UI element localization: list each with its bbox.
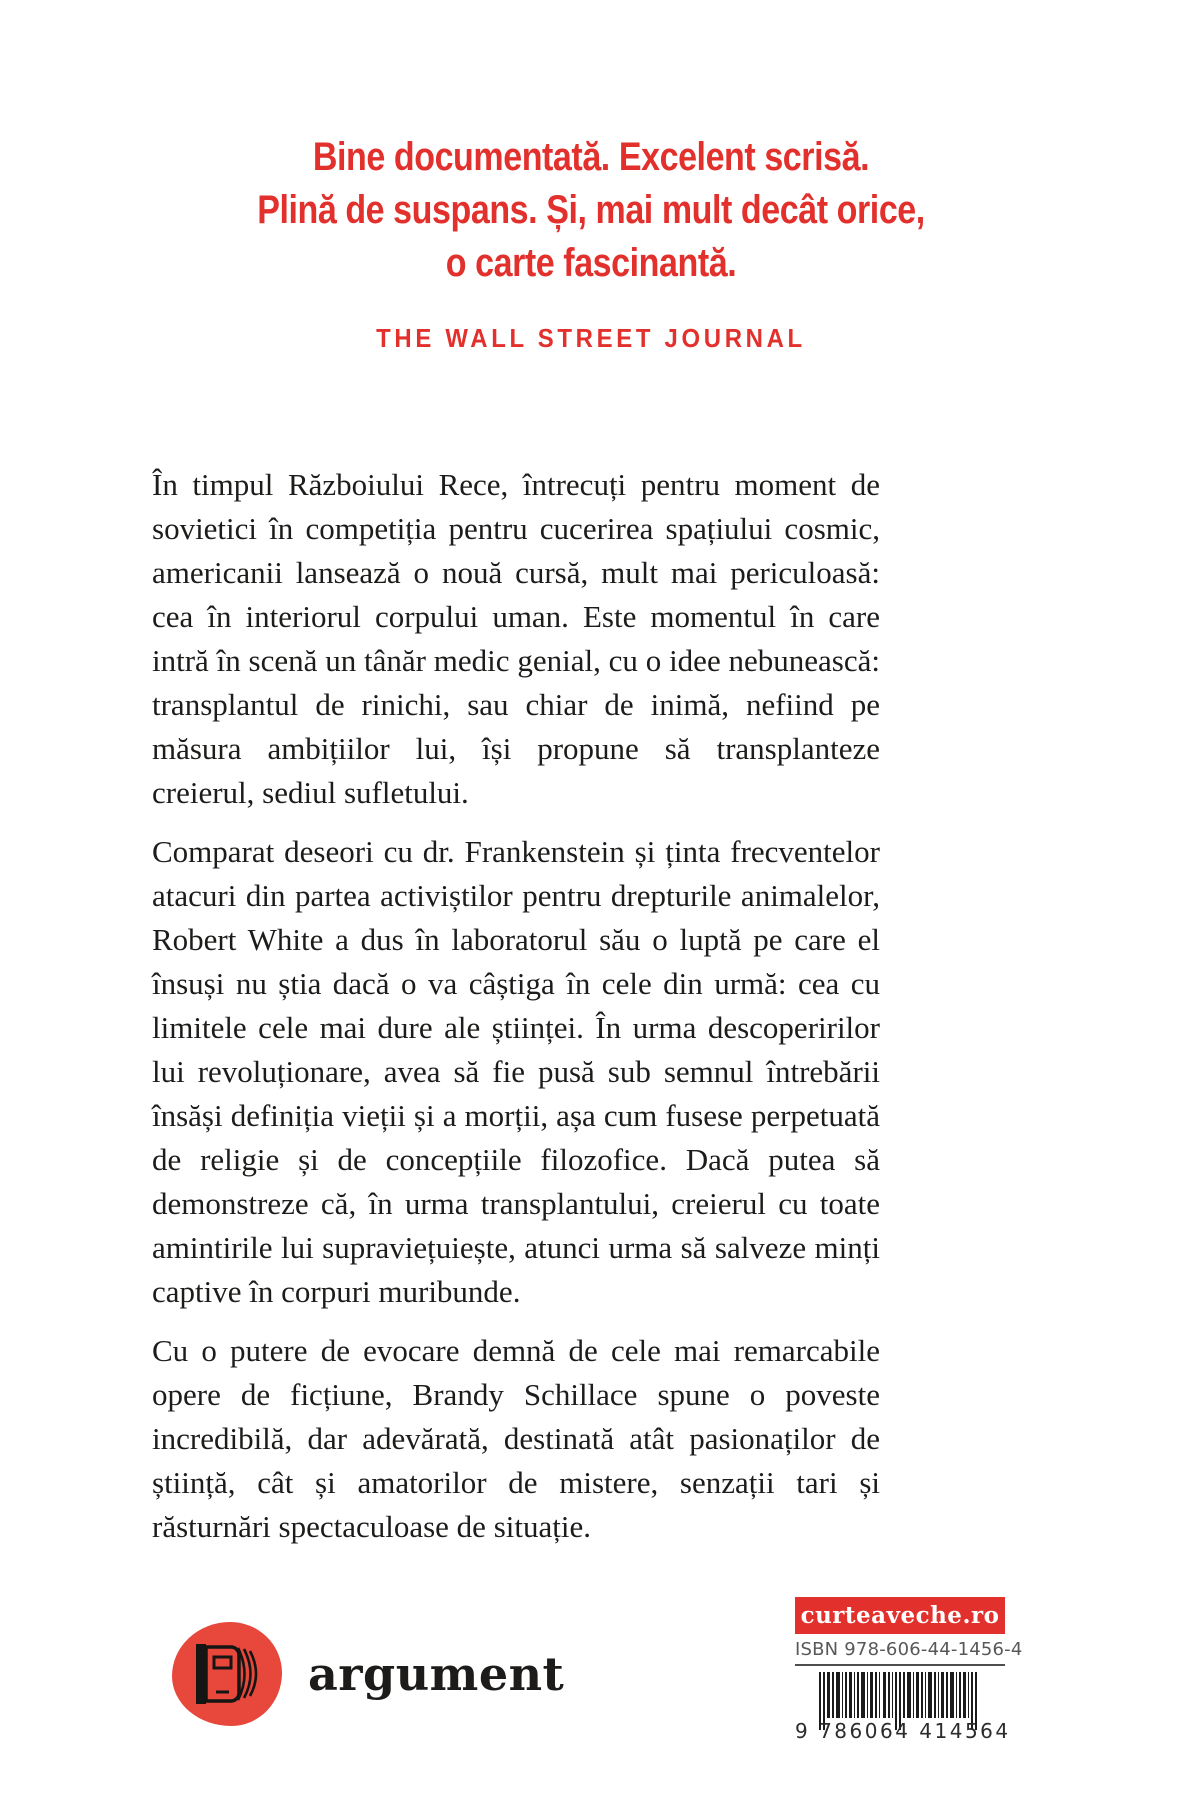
- review-quote-line: o carte fascinantă.: [445, 241, 737, 285]
- publisher-imprint-name: argument: [308, 1647, 565, 1701]
- review-quote-line: Plină de suspans. Și, mai mult decât orice,: [257, 188, 925, 232]
- divider: [795, 1664, 1005, 1666]
- publisher-logo-mark: [172, 1622, 282, 1726]
- review-quote: [89, 131, 1094, 290]
- isbn-label: ISBN 978-606-44-1456-4: [795, 1639, 1023, 1660]
- publisher-logo: [172, 1622, 564, 1726]
- back-cover-blurb: [152, 463, 880, 1564]
- blurb-paragraph: Cu o putere de evocare demnă de cele mai remarcabile opere de ficțiune, Brandy Schillace spune o poveste incredibilă, dar adevărată, destinată atât pasionaților de știință, cât și amatorilor de mistere, senzații tari și răsturnări spectaculoase de situație.: [152, 1333, 880, 1544]
- blurb-paragraph: Comparat deseori cu dr. Frankenstein și ținta frecventelor atacuri din partea activiștilor pentru drepturile animalelor, Robert White a dus în laboratorul său o luptă pe care el însuși nu știa dacă o va câștiga în cele din urmă: cea cu limitele cele mai dure ale științei. În urma descoperirilor lui revoluționare, avea să fie pusă sub semnul întrebării însăși definiția vieții și a morții, așa cum fusese perpetuată de religie și de concepțiile filozofice. Dacă putea să demonstreze că, în urma transplantului, creierul cu toate amintirile lui supraviețuiește, atunci urma să salveze minți captive în corpuri muribunde.: [152, 834, 880, 1309]
- ean-number: 9 786064 414564: [795, 1719, 1011, 1743]
- review-quote-line: Bine documentată. Excelent scrisă.: [312, 135, 870, 179]
- review-attribution: THE WALL STREET JOURNAL: [376, 323, 806, 353]
- publisher-website-banner: curteaveche.ro: [795, 1597, 1005, 1634]
- book-icon: [194, 1640, 260, 1708]
- isbn-block: [795, 1597, 1023, 1743]
- blurb-paragraph: În timpul Războiului Rece, întrecuți pentru moment de sovietici în competiția pentru cucerirea spațiului cosmic, americanii lansează o nouă cursă, mult mai periculoasă: cea în interiorul corpului uman. Este momentul în care intră în scenă un tânăr medic genial, cu o idee nebunească: transplantul de rinichi, sau chiar de inimă, nefiind pe măsura ambițiilor lui, își propune să transplanteze creierul, sediul sufletului.: [152, 467, 880, 810]
